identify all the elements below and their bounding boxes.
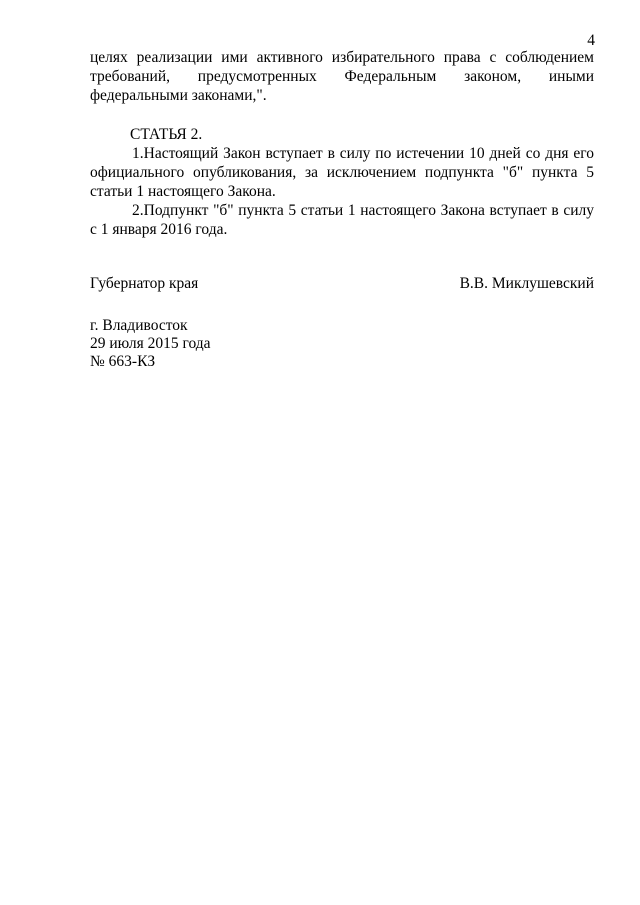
continuation-paragraph: целях реализации ими активного избирательного права с соблюдением требований, предусмотренных Федеральным законом, иными федеральными законами,". xyxy=(90,49,594,104)
article-paragraph-2: 2.Подпункт "б" пункта 5 статьи 1 настоящего Закона вступает в силу с 1 января 2016 года. xyxy=(90,202,594,238)
document-body xyxy=(90,48,594,239)
article-heading: СТАТЬЯ 2. xyxy=(130,126,203,143)
document-footer xyxy=(90,317,211,371)
footer-date: 29 июля 2015 года xyxy=(90,335,211,352)
article-paragraph-1: 1.Настоящий Закон вступает в силу по истечении 10 дней со дня его официального опубликования, за исключением подпункта "б" пункта 5 статьи 1 настоящего Закона. xyxy=(90,145,594,200)
signatory-name: В.В. Миклушевский xyxy=(459,275,594,292)
page-number: 4 xyxy=(587,32,595,49)
footer-law-number: № 663-КЗ xyxy=(90,353,156,370)
signatory-title: Губернатор края xyxy=(90,275,199,292)
footer-city: г. Владивосток xyxy=(90,317,188,334)
signature-block xyxy=(90,274,594,293)
